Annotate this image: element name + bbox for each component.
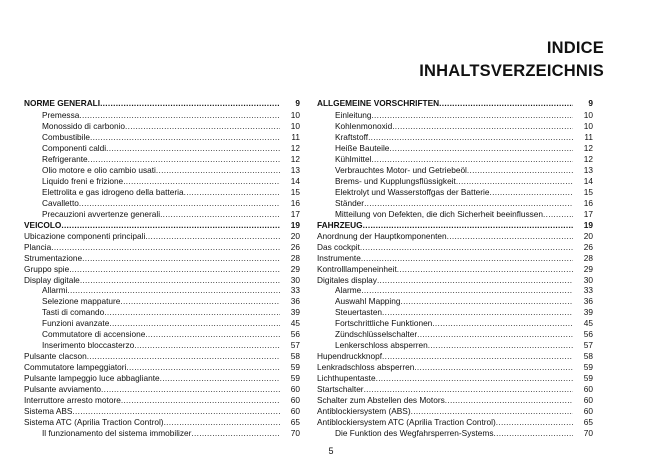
toc-section-heading[interactable] (317, 98, 593, 109)
toc-entry-page: 36 (583, 296, 593, 307)
toc-entry-page: 30 (583, 274, 593, 285)
toc-entry-page: 12 (290, 143, 300, 154)
toc-entry-page: 60 (583, 405, 593, 416)
toc-entry-label: Die Funktion des Wegfahrsperren-Systems ..... (335, 428, 573, 439)
toc-entry-label: Zündschlüsselschalter ..... (335, 329, 573, 340)
toc-entry-label: Steuertasten ..... (335, 307, 573, 318)
toc-entry-label: Premessa ..... (42, 110, 280, 121)
toc-entry-label: Elektrolyt und Wasserstoffgas der Batterie ..... (335, 187, 573, 198)
toc-entry[interactable] (317, 165, 593, 176)
toc-entry[interactable] (317, 209, 593, 220)
toc-entry-label: Componenti caldi ..... (42, 143, 280, 154)
toc-entry-page: 29 (290, 263, 300, 274)
toc-entry[interactable] (24, 198, 300, 209)
toc-entry-label: Fortschrittliche Funktionen ..... (335, 318, 573, 329)
toc-entry-label: Il funzionamento del sistema immobilizer ..... (42, 428, 280, 439)
toc-entry-page: 58 (583, 351, 593, 362)
toc-entry-page: 14 (290, 176, 300, 187)
toc-entry-label: Hupendruckknopf ..... (317, 351, 573, 362)
toc-entry-page: 15 (290, 187, 300, 197)
toc-entry[interactable] (317, 428, 593, 439)
toc-entry-label: Inserimento bloccasterzo ..... (42, 340, 280, 351)
toc-entry-page: 36 (290, 296, 300, 307)
toc-entry-page: 17 (583, 208, 593, 219)
toc-entry[interactable] (317, 373, 593, 384)
toc-entry-label: FAHRZEUG ..... (317, 220, 573, 231)
toc-entry[interactable] (24, 165, 300, 176)
toc-entry[interactable] (24, 373, 300, 384)
toc-entry[interactable] (24, 351, 300, 362)
toc-entry[interactable] (24, 395, 300, 406)
toc-entry-page: 10 (583, 121, 593, 132)
toc-entry-page: 60 (290, 383, 300, 394)
toc-entry-page: 59 (290, 362, 300, 372)
toc-entry-label: Kühlmittel ..... (335, 154, 573, 165)
toc-entry[interactable] (24, 231, 300, 242)
toc-entry[interactable] (24, 242, 300, 253)
toc-entry-page: 59 (583, 372, 593, 383)
toc-entry-page: 29 (583, 263, 593, 274)
toc-entry-page: 14 (583, 176, 593, 187)
toc-entry[interactable] (317, 187, 593, 198)
toc-entry-label: ALLGEMEINE VORSCHRIFTEN ..... (317, 98, 573, 109)
toc-entry-page: 45 (290, 318, 300, 329)
toc-entry-label: Verbrauchtes Motor- und Getriebeöl ..... (335, 165, 573, 176)
toc-entry-page: 26 (290, 241, 300, 252)
toc-entry-page: 9 (588, 98, 593, 108)
toc-entry-label: Gruppo spie ..... (24, 264, 280, 275)
toc-entry-page: 33 (583, 285, 593, 296)
toc-entry-label: Selezione mappature ..... (42, 296, 280, 307)
toc-entry-label: Pulsante lampeggio luce abbagliante ..... (24, 373, 280, 384)
toc-entry-page: 13 (290, 165, 300, 176)
toc-entry-page: 45 (583, 318, 593, 329)
toc-entry[interactable] (317, 275, 593, 286)
toc-entry-label: Pulsante avviamento ..... (24, 384, 280, 395)
toc-entry-label: Plancia ..... (24, 242, 280, 253)
toc-entry-page: 17 (290, 208, 300, 219)
toc-entry-page: 26 (583, 241, 593, 252)
toc-entry-label: Kontrolllampeneinheit ..... (317, 264, 573, 275)
toc-entry[interactable] (24, 406, 300, 417)
toc-entry[interactable] (317, 296, 593, 307)
toc-entry-page: 65 (290, 416, 300, 427)
toc-entry[interactable] (24, 285, 300, 296)
toc-entry[interactable] (317, 318, 593, 329)
toc-entry-label: Lenkradschloss absperren ..... (317, 362, 573, 373)
toc-entry-label: Combustibile ..... (42, 132, 280, 143)
toc-entry-label: Monossido di carbonio ..... (42, 121, 280, 132)
toc-entry-label: Commutatore di accensione ..... (42, 329, 280, 340)
toc-entry-page: 70 (583, 427, 593, 438)
toc-entry-label: Kraftstoff ..... (335, 132, 573, 143)
toc-entry-label: Sistema ATC (Aprilia Traction Control) ..... (24, 417, 280, 428)
toc-entry-page: 12 (583, 154, 593, 165)
toc-entry-page: 10 (583, 110, 593, 121)
toc-entry-label: Brems- und Kupplungsflüssigkeit ..... (335, 176, 573, 187)
toc-entry-label: Lenkerschloss absperren ..... (335, 340, 573, 351)
toc-entry-page: 10 (290, 121, 300, 132)
toc-entry-page: 60 (290, 405, 300, 416)
toc-entry[interactable] (317, 231, 593, 242)
toc-entry-page: 12 (583, 143, 593, 154)
toc-entry[interactable] (317, 132, 593, 143)
toc-entry-page: 13 (583, 165, 593, 176)
toc-entry[interactable] (317, 198, 593, 209)
toc-entry[interactable] (24, 329, 300, 340)
toc-entry-page: 70 (290, 427, 300, 438)
toc-entry-page: 58 (290, 351, 300, 362)
toc-entry-page: 59 (290, 372, 300, 383)
toc-entry[interactable] (24, 384, 300, 395)
toc-column-italian (24, 98, 300, 439)
toc-entry-label: Lichthupentaste ..... (317, 373, 573, 384)
toc-entry[interactable] (24, 307, 300, 318)
toc-entry[interactable] (317, 143, 593, 154)
toc-entry[interactable] (317, 351, 593, 362)
toc-entry-page: 15 (583, 187, 593, 197)
toc-section-heading[interactable] (24, 220, 300, 231)
toc-entry-label: Das cockpit ..... (317, 242, 573, 253)
toc-entry[interactable] (317, 285, 593, 296)
toc-entry-page: 16 (290, 197, 300, 208)
toc-entry-label: Refrigerante ..... (42, 154, 280, 165)
toc-entry-label: NORME GENERALI ..... (24, 98, 280, 109)
toc-entry-label: Ständer ..... (335, 198, 573, 209)
toc-entry-label: Allarmi ..... (42, 285, 280, 296)
toc-entry-label: Commutatore lampeggiatori ..... (24, 362, 280, 373)
toc-entry-page: 20 (583, 230, 593, 241)
toc-entry-label: Antiblockiersystem ATC (Aprilia Traction Control) ..... (317, 417, 573, 428)
toc-section-heading[interactable] (24, 98, 300, 109)
toc-entry-label: Auswahl Mapping ..... (335, 296, 573, 307)
toc-entry[interactable] (317, 384, 593, 395)
toc-entry-page: 56 (583, 329, 593, 340)
toc-entry[interactable] (24, 176, 300, 187)
toc-entry-label: Pulsante clacson ..... (24, 351, 280, 362)
toc-entry-page: 9 (295, 98, 300, 108)
toc-entry[interactable] (24, 318, 300, 329)
toc-entry-page: 60 (290, 394, 300, 405)
toc-entry-page: 65 (583, 416, 593, 427)
toc-entry[interactable] (317, 362, 593, 373)
toc-entry-page: 57 (290, 340, 300, 351)
toc-entry-page: 19 (290, 219, 300, 230)
toc-entry-label: Instrumente ..... (317, 253, 573, 264)
toc-entry[interactable] (317, 329, 593, 340)
toc-entry-label: Einleitung ..... (335, 110, 573, 121)
page-number: 5 (328, 446, 334, 456)
toc-entry-page: 57 (583, 340, 593, 351)
page-titles (419, 38, 604, 81)
toc-entry-page: 56 (290, 329, 300, 340)
toc-entry-label: Schalter zum Abstellen des Motors ..... (317, 395, 573, 406)
toc-entry-page: 11 (584, 132, 593, 143)
toc-entry[interactable] (317, 176, 593, 187)
toc-entry-page: 28 (290, 252, 300, 263)
toc-entry-label: VEICOLO ..... (24, 220, 280, 231)
toc-entry-label: Funzioni avanzate ..... (42, 318, 280, 329)
toc-entry-page: 19 (583, 219, 593, 230)
toc-entry-page: 20 (290, 230, 300, 241)
toc-entry-label: Interruttore arresto motore ..... (24, 395, 280, 406)
toc-entry-label: Ubicazione componenti principali ..... (24, 231, 280, 242)
toc-entry-page: 28 (583, 252, 593, 263)
toc-entry-label: Display digitale ..... (24, 275, 280, 286)
toc-entry[interactable] (317, 110, 593, 121)
toc-entry-label: Heiße Bauteile ..... (335, 143, 573, 154)
toc-entry-label: Strumentazione ..... (24, 253, 280, 264)
toc-entry[interactable] (317, 406, 593, 417)
toc-entry[interactable] (24, 275, 300, 286)
toc-entry[interactable] (317, 340, 593, 351)
toc-entry[interactable] (317, 154, 593, 165)
toc-entry-label: Tasti di comando ..... (42, 307, 280, 318)
toc-entry[interactable] (317, 307, 593, 318)
toc-entry-page: 60 (583, 394, 593, 405)
toc-entry[interactable] (24, 209, 300, 220)
toc-entry-label: Digitales display ..... (317, 275, 573, 286)
toc-column-german (317, 98, 593, 439)
toc-entry-label: Antiblockiersystem (ABS) ..... (317, 406, 573, 417)
toc-entry-page: 10 (290, 110, 300, 121)
toc-section-heading[interactable] (317, 220, 593, 231)
toc-entry[interactable] (24, 362, 300, 373)
toc-entry-label: Sistema ABS ..... (24, 406, 280, 417)
toc-entry[interactable] (24, 143, 300, 154)
toc-entry-label: Startschalter ..... (317, 384, 573, 395)
toc-entry[interactable] (24, 264, 300, 275)
toc-entry-label: Cavalletto ..... (42, 198, 280, 209)
toc-entry[interactable] (24, 340, 300, 351)
toc-entry-page: 39 (290, 307, 300, 318)
toc-entry-page: 39 (583, 307, 593, 318)
toc-entry[interactable] (24, 417, 300, 428)
page-title-italian: INDICE (546, 39, 604, 57)
toc-entry-page: 16 (583, 197, 593, 208)
page-title-german: INHALTSVERZEICHNIS (419, 62, 604, 80)
toc-entry-page: 59 (583, 362, 593, 372)
toc-entry[interactable] (317, 121, 593, 132)
toc-entry[interactable] (24, 253, 300, 264)
toc-entry[interactable] (317, 242, 593, 253)
toc-entry-label: Precauzioni avvertenze generali ..... (42, 209, 280, 220)
toc-entry[interactable] (24, 132, 300, 143)
toc-entry-page: 33 (290, 285, 300, 296)
toc-entry-page: 60 (583, 383, 593, 394)
toc-entry[interactable] (24, 121, 300, 132)
toc-entry-label: Mitteilung von Defekten, die dich Sicherheit beeinflussen ..... (335, 209, 573, 220)
toc-entry[interactable] (317, 253, 593, 264)
toc-entry-label: Liquido freni e frizione ..... (42, 176, 280, 187)
toc-entry[interactable] (317, 417, 593, 428)
toc-entry-label: Kohlenmonoxid ..... (335, 121, 573, 132)
toc-entry[interactable] (24, 110, 300, 121)
toc-entry[interactable] (317, 395, 593, 406)
toc-entry-label: Alarme ..... (335, 285, 573, 296)
toc-entry[interactable] (317, 264, 593, 275)
toc-entry[interactable] (24, 428, 300, 439)
toc-entry-page: 12 (290, 154, 300, 165)
toc-entry[interactable] (24, 187, 300, 198)
toc-entry-page: 30 (290, 274, 300, 285)
toc-entry[interactable] (24, 296, 300, 307)
toc-entry-label: Elettrolita e gas idrogeno della batteria ..... (42, 187, 280, 198)
toc-entry-label: Olio motore e olio cambio usati ..... (42, 165, 280, 176)
toc-entry-page: 11 (291, 132, 300, 143)
toc-entry[interactable] (24, 154, 300, 165)
toc-entry-label: Anordnung der Hauptkomponenten ..... (317, 231, 573, 242)
